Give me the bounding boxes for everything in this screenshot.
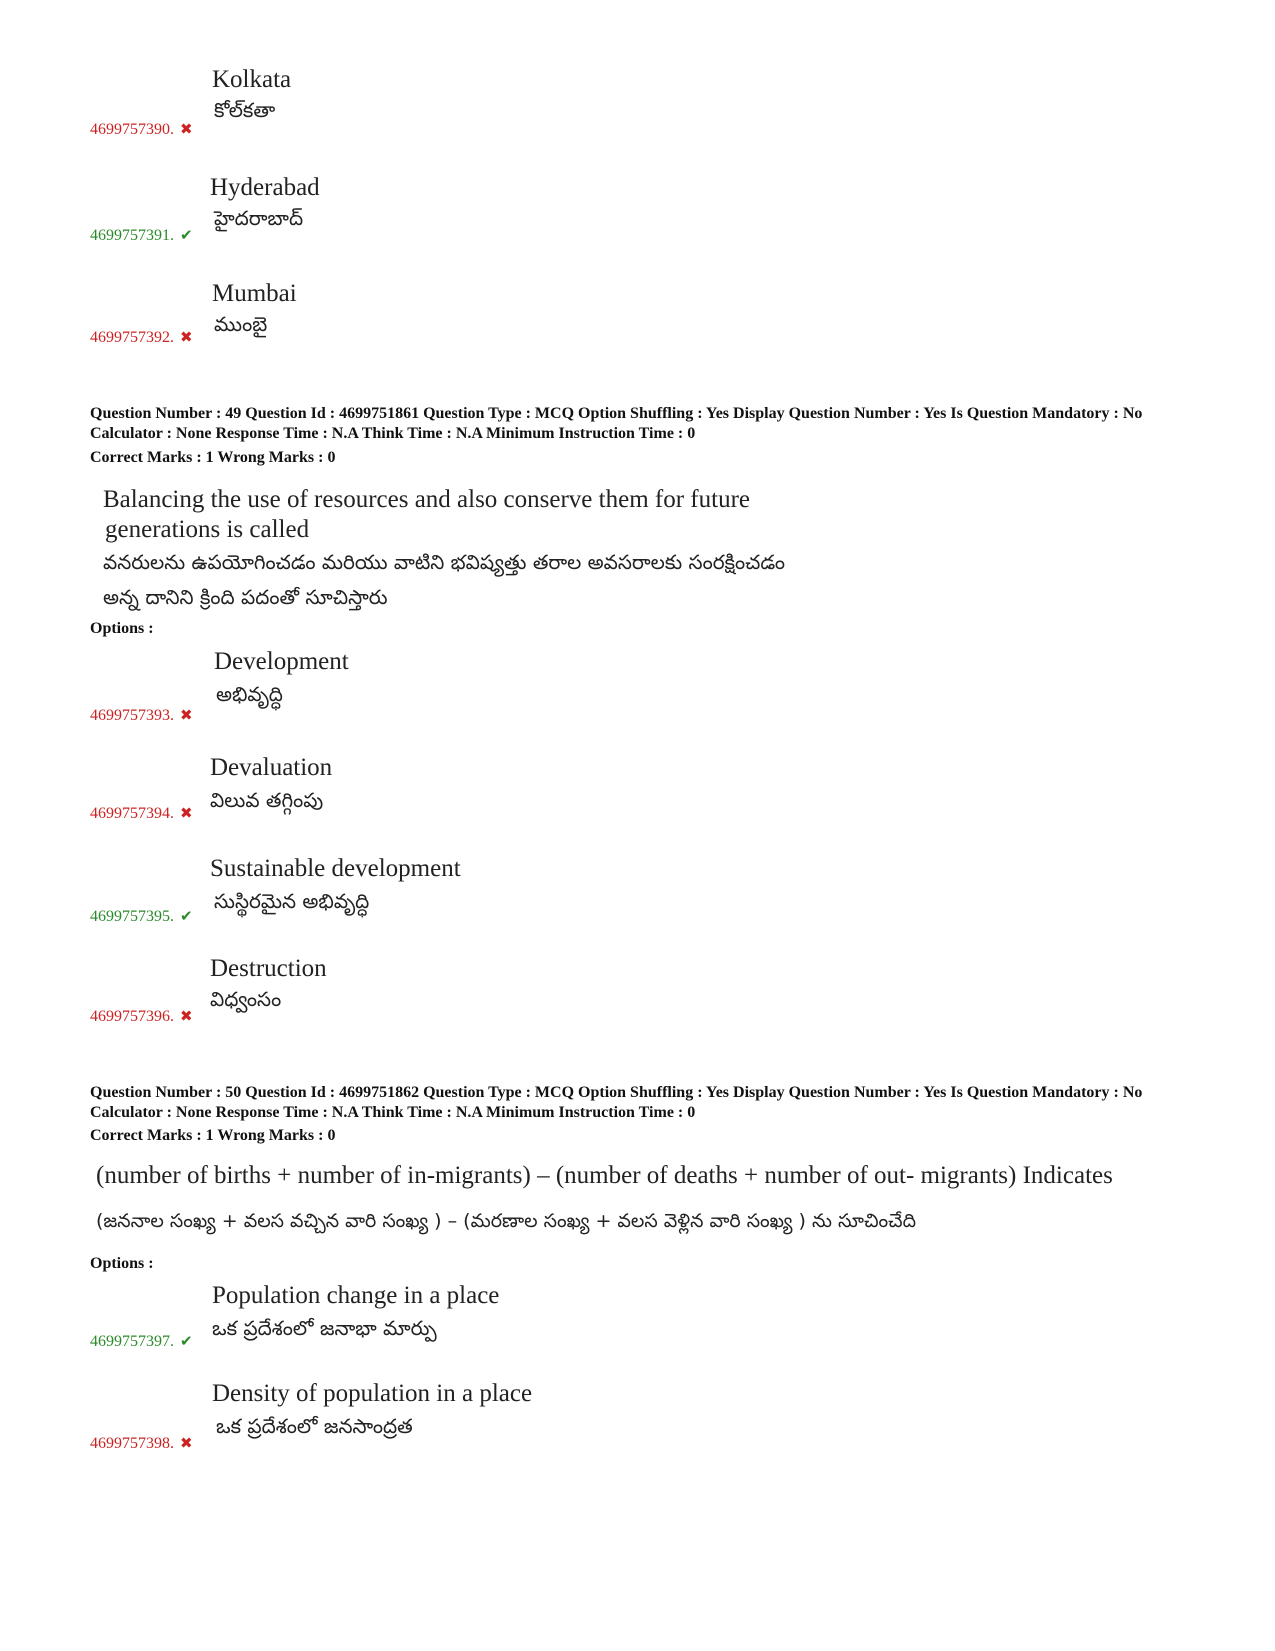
cross-icon: ✖ (180, 330, 193, 346)
option-id: 4699757397. ✔ (90, 1333, 193, 1350)
cross-icon: ✖ (180, 122, 193, 138)
option-4699757394 (90, 754, 790, 834)
option-id: 4699757394. ✖ (90, 805, 193, 822)
question-text-en: (number of births + number of in-migrants) – (number of deaths + number of out- migrants) Indicates (96, 1162, 1113, 1189)
option-text-en: Population change in a place (212, 1282, 500, 1309)
option-id: 4699757395. ✔ (90, 908, 193, 925)
option-text-te: విలువ తగ్గింపు (210, 788, 324, 812)
question-text-en: Balancing the use of resources and also conserve them for future (103, 486, 750, 513)
option-4699757392 (90, 280, 790, 360)
question-text-te-line2: అన్న దానిని క్రింది పదంతో సూచిస్తారు (103, 585, 388, 609)
option-id: 4699757392. ✖ (90, 329, 193, 346)
question-meta: Question Number : 49 Question Id : 4699751861 Question Type : MCQ Option Shuffling : Yes Display Question Number : Yes Is Question Mandatory : No Calculator : None Response Time : N.A Think Time : N.A Minimum Instruction Time : 0 (90, 405, 1143, 442)
check-icon: ✔ (180, 909, 193, 925)
option-text-te: విధ్వంసం (210, 987, 282, 1011)
option-text-en: Development (214, 648, 349, 675)
option-id: 4699757390. ✖ (90, 121, 193, 138)
option-4699757393 (90, 648, 790, 728)
cross-icon: ✖ (180, 1009, 193, 1025)
cross-icon: ✖ (180, 806, 193, 822)
question-meta: Question Number : 50 Question Id : 4699751862 Question Type : MCQ Option Shuffling : Yes Display Question Number : Yes Is Question Mandatory : No Calculator : None Response Time : N.A Think Time : N.A Minimum Instruction Time : 0 (90, 1084, 1143, 1121)
option-text-en: Mumbai (212, 280, 297, 307)
question-text-te: (జననాల సంఖ్య + వలస వచ్చిన వారి సంఖ్య ) – (మరణాల సంఖ్య + వలస వెళ్లిన వారి సంఖ్య ) ను సూచించేది (96, 1210, 917, 1232)
option-4699757390 (90, 66, 790, 146)
option-id: 4699757393. ✖ (90, 707, 193, 724)
option-text-te: ఒక ప్రదేశంలో జనాభా మార్పు (212, 1316, 437, 1340)
options-label: Options : (90, 620, 154, 637)
option-4699757396 (90, 955, 790, 1035)
option-text-te: హైదరాబాద్ (214, 206, 304, 230)
option-text-te: కోల్‌కతా (214, 98, 276, 122)
option-id: 4699757396. ✖ (90, 1008, 193, 1025)
option-text-te: ముంబై (214, 312, 268, 336)
cross-icon: ✖ (180, 1436, 193, 1452)
option-id: 4699757391. ✔ (90, 227, 193, 244)
question-marks: Correct Marks : 1 Wrong Marks : 0 (90, 1127, 336, 1144)
option-text-en: Destruction (210, 955, 327, 982)
check-icon: ✔ (180, 1334, 193, 1350)
option-text-te: అభివృద్ధి (216, 682, 283, 706)
option-text-en: Hyderabad (210, 174, 320, 201)
option-4699757395 (90, 855, 790, 935)
option-4699757398 (90, 1380, 790, 1460)
options-label: Options : (90, 1255, 154, 1272)
question-marks: Correct Marks : 1 Wrong Marks : 0 (90, 449, 336, 466)
check-icon: ✔ (180, 228, 193, 244)
option-text-te: ఒక ప్రదేశంలో జనసాంద్రత (216, 1414, 413, 1438)
option-4699757397 (90, 1282, 790, 1362)
option-text-en: Kolkata (212, 66, 292, 93)
option-4699757391 (90, 174, 790, 254)
question-text-en-line2: generations is called (105, 516, 310, 543)
option-text-en: Density of population in a place (212, 1380, 533, 1407)
option-id: 4699757398. ✖ (90, 1435, 193, 1452)
option-text-te: సుస్థిరమైన అభివృద్ధి (214, 889, 370, 913)
cross-icon: ✖ (180, 708, 193, 724)
question-text-te: వనరులను ఉపయోగించడం మరియు వాటిని భవిష్యత్తు తరాల అవసరాలకు సంరక్షించడం (103, 550, 786, 574)
option-text-en: Sustainable development (210, 855, 461, 882)
option-text-en: Devaluation (210, 754, 333, 781)
